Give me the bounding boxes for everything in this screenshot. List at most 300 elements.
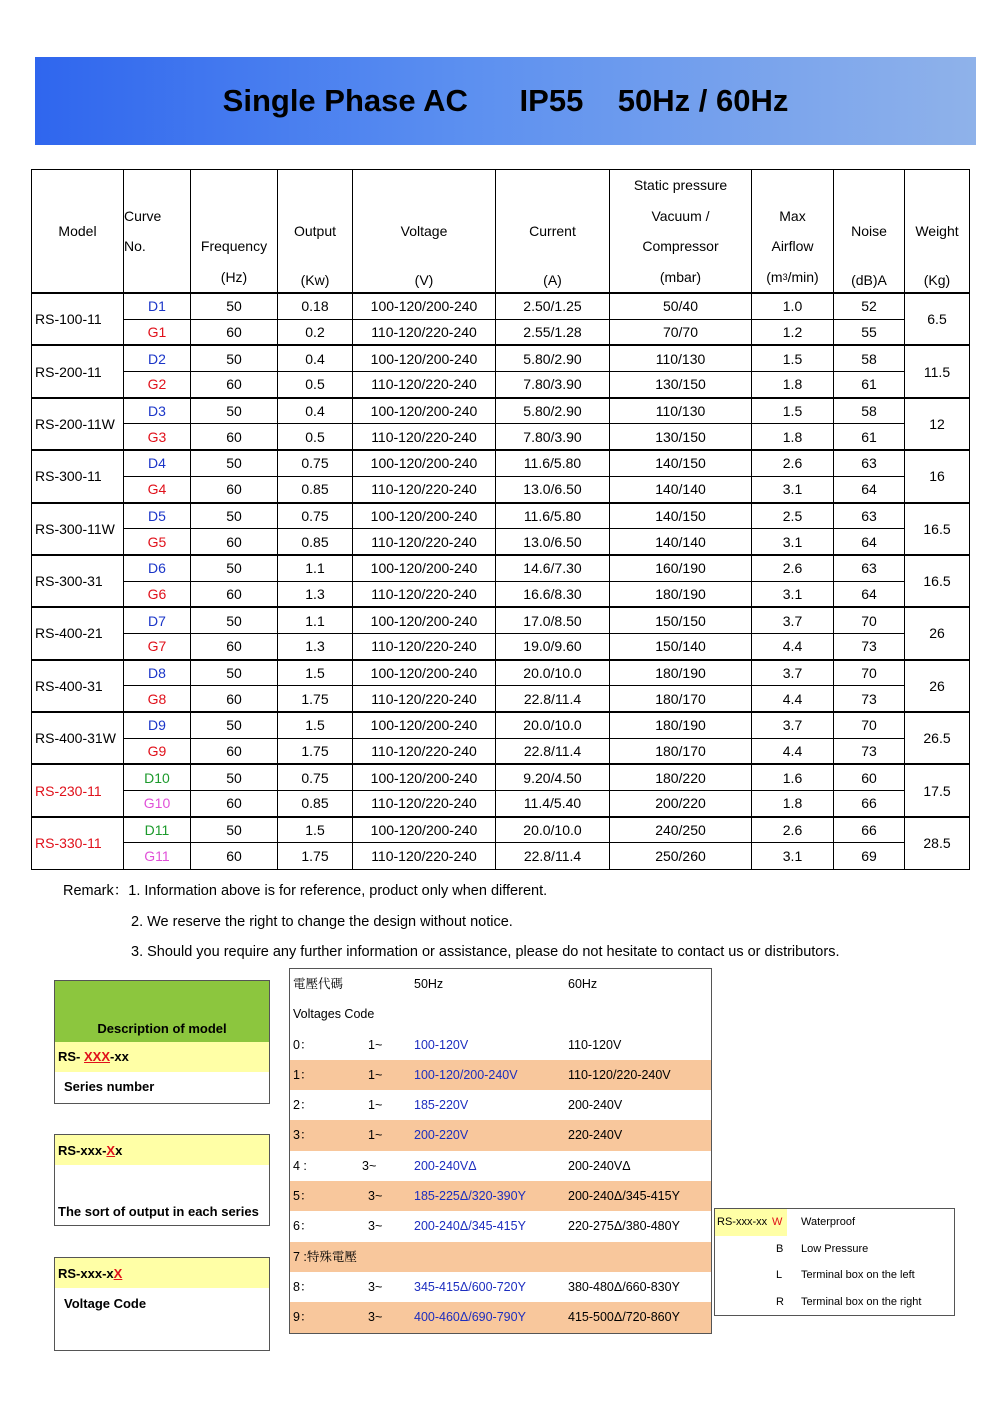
noise-cell: 58 [834, 398, 905, 424]
weight-cell: 17.5 [905, 764, 970, 816]
curve-cell: D3 [124, 398, 191, 424]
curve-cell: G1 [124, 319, 191, 345]
curve-cell: G3 [124, 424, 191, 450]
current-cell: 2.50/1.25 [496, 293, 610, 319]
voltage-code: 8： [293, 1279, 313, 1294]
output-cell: 1.3 [278, 633, 353, 659]
noise-cell: 64 [834, 581, 905, 607]
table-row [32, 660, 970, 686]
airflow-cell: 2.6 [752, 817, 834, 843]
pressure-cell: 240/250 [610, 817, 752, 843]
voltage-60hz: 220-275Δ/380-480Y [568, 1219, 680, 1234]
voltage-code-row [290, 1120, 711, 1150]
table-row [32, 791, 970, 817]
pressure-cell: 160/190 [610, 555, 752, 581]
output-cell: 1.75 [278, 738, 353, 764]
output-cell: 0.85 [278, 529, 353, 555]
model-cell: RS-300-11W [32, 503, 124, 555]
current-cell: 14.6/7.30 [496, 555, 610, 581]
noise-cell: 64 [834, 476, 905, 502]
model-cell: RS-100-11 [32, 293, 124, 345]
output-cell: 1.1 [278, 555, 353, 581]
option-row [715, 1209, 954, 1236]
frequency-cell: 50 [191, 503, 278, 529]
voltage-code-row [290, 1090, 711, 1120]
remark-item: 2. We reserve the right to change the design without notice. [131, 913, 513, 930]
description-box-series [54, 980, 270, 1104]
pressure-cell: 250/260 [610, 843, 752, 869]
header-static-pressure: Static pressure Vacuum / Compressor (mbar) [610, 170, 752, 294]
airflow-cell: 1.2 [752, 319, 834, 345]
description-box-voltage [54, 1257, 270, 1351]
current-cell: 17.0/8.50 [496, 607, 610, 633]
pressure-cell: 110/130 [610, 345, 752, 371]
curve-cell: G9 [124, 738, 191, 764]
pressure-cell: 200/220 [610, 791, 752, 817]
noise-cell: 66 [834, 817, 905, 843]
weight-cell: 6.5 [905, 293, 970, 345]
voltage-code-row [290, 1060, 711, 1090]
current-cell: 5.80/2.90 [496, 398, 610, 424]
voltage-50hz: 100-120V [414, 1037, 469, 1052]
voltage-cell: 100-120/200-240 [353, 607, 496, 633]
output-cell: 1.5 [278, 817, 353, 843]
output-cell: 0.5 [278, 372, 353, 398]
curve-cell: D11 [124, 817, 191, 843]
sort-text: The sort of output in each series [58, 1204, 259, 1219]
voltage-60hz: 380-480Δ/660-830Y [568, 1279, 680, 1294]
output-cell: 0.75 [278, 764, 353, 790]
model-cell: RS-200-11W [32, 398, 124, 450]
weight-cell: 26.5 [905, 712, 970, 764]
frequency-cell: 60 [191, 319, 278, 345]
current-cell: 7.80/3.90 [496, 424, 610, 450]
options-table [714, 1208, 955, 1316]
voltage-cell: 110-120/220-240 [353, 633, 496, 659]
weight-cell: 16.5 [905, 555, 970, 607]
noise-cell: 73 [834, 633, 905, 659]
voltage-50hz: 200-220V [414, 1128, 469, 1143]
model-cell: RS-330-11 [32, 817, 124, 869]
airflow-cell: 1.8 [752, 372, 834, 398]
table-row [32, 293, 970, 319]
voltage-code: 0： [293, 1037, 313, 1052]
noise-cell: 61 [834, 424, 905, 450]
pressure-cell: 50/40 [610, 293, 752, 319]
airflow-cell: 1.8 [752, 791, 834, 817]
table-row [32, 843, 970, 869]
option-code-letter: W [772, 1216, 783, 1228]
frequency-cell: 50 [191, 398, 278, 424]
voltage-code-row [290, 1151, 711, 1181]
table-row [32, 712, 970, 738]
option-text: Low Pressure [801, 1242, 869, 1255]
voltage-code-table [289, 968, 712, 1334]
voltage-cell: 110-120/220-240 [353, 738, 496, 764]
current-cell: 11.6/5.80 [496, 450, 610, 476]
voltage-cell: 100-120/200-240 [353, 398, 496, 424]
pressure-cell: 130/150 [610, 372, 752, 398]
current-cell: 9.20/4.50 [496, 764, 610, 790]
noise-cell: 70 [834, 660, 905, 686]
spec-table-body [32, 293, 970, 869]
noise-cell: 58 [834, 345, 905, 371]
frequency-cell: 60 [191, 791, 278, 817]
output-cell: 0.4 [278, 398, 353, 424]
airflow-cell: 4.4 [752, 738, 834, 764]
pressure-cell: 150/140 [610, 633, 752, 659]
remark-block [63, 876, 839, 968]
voltage-cell: 110-120/220-240 [353, 686, 496, 712]
pressure-cell: 150/150 [610, 607, 752, 633]
noise-cell: 63 [834, 555, 905, 581]
noise-cell: 60 [834, 764, 905, 790]
header-output: Output (Kw) [278, 170, 353, 294]
airflow-unit: (m 3 /min) [766, 268, 819, 285]
header-weight: Weight (Kg) [905, 170, 970, 294]
airflow-cell: 1.5 [752, 398, 834, 424]
pressure-cell: 140/150 [610, 503, 752, 529]
curve-cell: D9 [124, 712, 191, 738]
airflow-cell: 1.8 [752, 424, 834, 450]
header-model: Model [32, 170, 124, 294]
airflow-cell: 3.7 [752, 607, 834, 633]
airflow-cell: 3.1 [752, 529, 834, 555]
option-text: Terminal box on the left [801, 1269, 915, 1281]
current-cell: 2.55/1.28 [496, 319, 610, 345]
header-airflow: Max Airflow (m 3 /min) [752, 170, 834, 294]
curve-cell: G11 [124, 843, 191, 869]
noise-cell: 73 [834, 686, 905, 712]
airflow-cell: 1.6 [752, 764, 834, 790]
series-code: RS- XXX-xx [55, 1042, 269, 1072]
voltage-cell: 100-120/200-240 [353, 293, 496, 319]
frequency-cell: 50 [191, 345, 278, 371]
option-row [715, 1289, 954, 1316]
pressure-cell: 140/150 [610, 450, 752, 476]
pressure-cell: 70/70 [610, 319, 752, 345]
table-row [32, 633, 970, 659]
model-cell: RS-400-31W [32, 712, 124, 764]
option-text: Terminal box on the right [801, 1295, 922, 1308]
voltage-code-row [290, 1242, 711, 1272]
voltage-50hz: 185-220V [414, 1098, 469, 1113]
voltage-code: 3： [293, 1128, 313, 1143]
spec-table [31, 169, 970, 870]
voltage-code: 6： [293, 1219, 313, 1234]
airflow-cell: 3.1 [752, 581, 834, 607]
output-cell: 1.75 [278, 686, 353, 712]
phase: 1~ [368, 1067, 383, 1082]
option-row [715, 1236, 954, 1263]
description-header: Description of model [55, 981, 269, 1042]
airflow-cell: 3.1 [752, 843, 834, 869]
frequency-cell: 50 [191, 764, 278, 790]
current-cell: 11.4/5.40 [496, 791, 610, 817]
col-60hz: 60Hz [568, 977, 598, 991]
frequency-cell: 60 [191, 424, 278, 450]
noise-cell: 63 [834, 450, 905, 476]
voltage-cell: 100-120/200-240 [353, 712, 496, 738]
header-frequency: Frequency (Hz) [191, 170, 278, 294]
current-cell: 20.0/10.0 [496, 817, 610, 843]
voltage-60hz: 200-240V [568, 1098, 623, 1113]
frequency-cell: 60 [191, 633, 278, 659]
current-cell: 22.8/11.4 [496, 843, 610, 869]
output-cell: 1.3 [278, 581, 353, 607]
description-box-sort [54, 1134, 270, 1226]
voltage-50hz: 200-240Δ/345-415Y [414, 1219, 526, 1234]
header-noise: Noise (dB)A [834, 170, 905, 294]
curve-cell: D8 [124, 660, 191, 686]
voltage-cell: 100-120/200-240 [353, 503, 496, 529]
noise-cell: 63 [834, 503, 905, 529]
header-current: Current (A) [496, 170, 610, 294]
voltage-cell: 110-120/220-240 [353, 424, 496, 450]
curve-cell: G10 [124, 791, 191, 817]
current-cell: 13.0/6.50 [496, 476, 610, 502]
voltage-60hz: 110-120V [568, 1037, 622, 1052]
voltage-60hz: 200-240Δ/345-415Y [568, 1189, 680, 1204]
current-cell: 13.0/6.50 [496, 529, 610, 555]
voltage-code-row [290, 1272, 711, 1302]
voltage-cell: 100-120/200-240 [353, 764, 496, 790]
voltage-code: 9： [293, 1310, 313, 1325]
curve-cell: D2 [124, 345, 191, 371]
noise-cell: 66 [834, 791, 905, 817]
pressure-cell: 180/170 [610, 738, 752, 764]
curve-cell: G2 [124, 372, 191, 398]
voltage-cell: 100-120/200-240 [353, 660, 496, 686]
pressure-cell: 130/150 [610, 424, 752, 450]
airflow-cell: 2.6 [752, 450, 834, 476]
weight-cell: 26 [905, 660, 970, 712]
curve-cell: D6 [124, 555, 191, 581]
current-cell: 11.6/5.80 [496, 503, 610, 529]
output-cell: 1.5 [278, 660, 353, 686]
airflow-cell: 3.1 [752, 476, 834, 502]
page-title: Single Phase AC IP55 50Hz / 60Hz [222, 83, 789, 118]
option-code-letter: R [776, 1295, 784, 1308]
title-banner [35, 57, 976, 145]
table-row [32, 686, 970, 712]
voltage-cell: 110-120/220-240 [353, 581, 496, 607]
table-row [32, 503, 970, 529]
airflow-cell: 4.4 [752, 686, 834, 712]
output-cell: 1.5 [278, 712, 353, 738]
curve-cell: D1 [124, 293, 191, 319]
current-cell: 22.8/11.4 [496, 738, 610, 764]
table-header-row [32, 170, 970, 294]
table-row [32, 817, 970, 843]
airflow-cell: 2.6 [752, 555, 834, 581]
current-cell: 20.0/10.0 [496, 712, 610, 738]
table-row [32, 476, 970, 502]
voltage-code: RS-xxx-xX [55, 1258, 269, 1288]
header-curve: Curve No. [124, 170, 191, 294]
curve-cell: G6 [124, 581, 191, 607]
remark-item: 1. Information above is for reference, product only when different. [128, 883, 548, 899]
voltage-code: 4 : [293, 1158, 307, 1173]
airflow-cell: 1.0 [752, 293, 834, 319]
airflow-cell: 4.4 [752, 633, 834, 659]
current-cell: 16.6/8.30 [496, 581, 610, 607]
model-cell: RS-230-11 [32, 764, 124, 816]
option-code-prefix: RS-xxx-xx [717, 1216, 768, 1228]
model-cell: RS-300-31 [32, 555, 124, 607]
table-row [32, 345, 970, 371]
output-cell: 0.85 [278, 476, 353, 502]
option-code-letter: L [776, 1269, 783, 1281]
noise-cell: 52 [834, 293, 905, 319]
voltage-code: 2： [293, 1098, 313, 1113]
output-cell: 0.85 [278, 791, 353, 817]
model-cell: RS-200-11 [32, 345, 124, 397]
col-50hz: 50Hz [414, 977, 444, 991]
pressure-cell: 110/130 [610, 398, 752, 424]
phase: 1~ [368, 1128, 383, 1143]
option-text: Waterproof [801, 1216, 856, 1228]
output-cell: 0.2 [278, 319, 353, 345]
table-row [32, 398, 970, 424]
frequency-cell: 60 [191, 686, 278, 712]
voltage-code-col-label: 電壓代碼 [293, 977, 344, 991]
voltage-60hz: 200-240VΔ [568, 1158, 631, 1173]
table-row [32, 607, 970, 633]
voltage-code-row [290, 1211, 711, 1241]
noise-cell: 73 [834, 738, 905, 764]
output-cell: 1.1 [278, 607, 353, 633]
voltage-code: 1： [293, 1067, 313, 1082]
voltage-cell: 110-120/220-240 [353, 843, 496, 869]
output-cell: 0.75 [278, 503, 353, 529]
remark-label: Remark： [63, 883, 129, 899]
model-cell: RS-400-31 [32, 660, 124, 712]
weight-cell: 11.5 [905, 345, 970, 397]
table-row [32, 764, 970, 790]
curve-cell: D10 [124, 764, 191, 790]
frequency-cell: 60 [191, 476, 278, 502]
voltage-cell: 100-120/200-240 [353, 817, 496, 843]
curve-cell: G7 [124, 633, 191, 659]
output-cell: 1.75 [278, 843, 353, 869]
phase: 1~ [368, 1037, 383, 1052]
airflow-cell: 2.5 [752, 503, 834, 529]
model-cell: RS-300-11 [32, 450, 124, 502]
option-code-letter: B [776, 1242, 784, 1255]
weight-cell: 16 [905, 450, 970, 502]
output-cell: 0.75 [278, 450, 353, 476]
voltage-50hz: 345-415Δ/600-720Y [414, 1279, 526, 1294]
voltage-60hz: 415-500Δ/720-860Y [568, 1310, 680, 1325]
current-cell: 20.0/10.0 [496, 660, 610, 686]
voltage-cell: 110-120/220-240 [353, 372, 496, 398]
voltage-cell: 100-120/200-240 [353, 450, 496, 476]
pressure-cell: 140/140 [610, 529, 752, 555]
voltage-code-row [290, 1302, 711, 1332]
current-cell: 5.80/2.90 [496, 345, 610, 371]
remark-item: 3. Should you require any further information or assistance, please do not hesitate to contact us or distributors. [131, 944, 840, 960]
voltage-50hz: 200-240VΔ [414, 1158, 477, 1173]
voltage-subheader-row [290, 999, 711, 1029]
frequency-cell: 50 [191, 712, 278, 738]
output-cell: 0.4 [278, 345, 353, 371]
voltage-code: 7 :特殊電壓 [293, 1249, 357, 1264]
voltage-cell: 110-120/220-240 [353, 529, 496, 555]
table-row [32, 319, 970, 345]
pressure-cell: 180/190 [610, 712, 752, 738]
output-cell: 0.18 [278, 293, 353, 319]
frequency-cell: 60 [191, 529, 278, 555]
phase: 3~ [368, 1279, 383, 1294]
curve-cell: G5 [124, 529, 191, 555]
voltage-header-row [290, 969, 711, 999]
weight-cell: 26 [905, 607, 970, 659]
noise-cell: 61 [834, 372, 905, 398]
model-cell: RS-400-21 [32, 607, 124, 659]
pressure-cell: 140/140 [610, 476, 752, 502]
frequency-cell: 60 [191, 581, 278, 607]
frequency-cell: 50 [191, 450, 278, 476]
current-cell: 7.80/3.90 [496, 372, 610, 398]
current-cell: 19.0/9.60 [496, 633, 610, 659]
output-cell: 0.5 [278, 424, 353, 450]
phase: 1~ [368, 1098, 383, 1113]
table-row [32, 372, 970, 398]
header-voltage: Voltage (V) [353, 170, 496, 294]
pressure-cell: 180/170 [610, 686, 752, 712]
curve-cell: D5 [124, 503, 191, 529]
phase: 3~ [362, 1158, 377, 1173]
noise-cell: 70 [834, 712, 905, 738]
voltage-50hz: 100-120/200-240V [414, 1067, 518, 1082]
voltage-60hz: 220-240V [568, 1128, 623, 1143]
frequency-cell: 50 [191, 607, 278, 633]
weight-cell: 28.5 [905, 817, 970, 869]
voltage-cell: 100-120/200-240 [353, 555, 496, 581]
voltage-cell: 110-120/220-240 [353, 791, 496, 817]
curve-cell: D4 [124, 450, 191, 476]
table-row [32, 555, 970, 581]
curve-cell: D7 [124, 607, 191, 633]
phase: 3~ [368, 1219, 383, 1234]
frequency-cell: 50 [191, 817, 278, 843]
phase: 3~ [368, 1310, 383, 1325]
sort-code: RS-xxx-Xx [55, 1135, 269, 1165]
weight-cell: 12 [905, 398, 970, 450]
noise-cell: 64 [834, 529, 905, 555]
voltage-cell: 110-120/220-240 [353, 319, 496, 345]
curve-cell: G8 [124, 686, 191, 712]
voltage-60hz: 110-120/220-240V [568, 1067, 671, 1082]
table-row [32, 529, 970, 555]
curve-cell: G4 [124, 476, 191, 502]
table-row [32, 450, 970, 476]
option-row [715, 1262, 954, 1289]
voltage-code: 5： [293, 1189, 313, 1204]
table-row [32, 424, 970, 450]
voltage-50hz: 185-225Δ/320-390Y [414, 1189, 526, 1204]
current-cell: 22.8/11.4 [496, 686, 610, 712]
table-row [32, 738, 970, 764]
voltage-code-row [290, 1181, 711, 1211]
voltage-text: Voltage Code [64, 1296, 147, 1311]
airflow-cell: 3.7 [752, 660, 834, 686]
voltages-code-label: Voltages Code [293, 1007, 375, 1022]
voltage-cell: 110-120/220-240 [353, 476, 496, 502]
airflow-cell: 1.5 [752, 345, 834, 371]
weight-cell: 16.5 [905, 503, 970, 555]
